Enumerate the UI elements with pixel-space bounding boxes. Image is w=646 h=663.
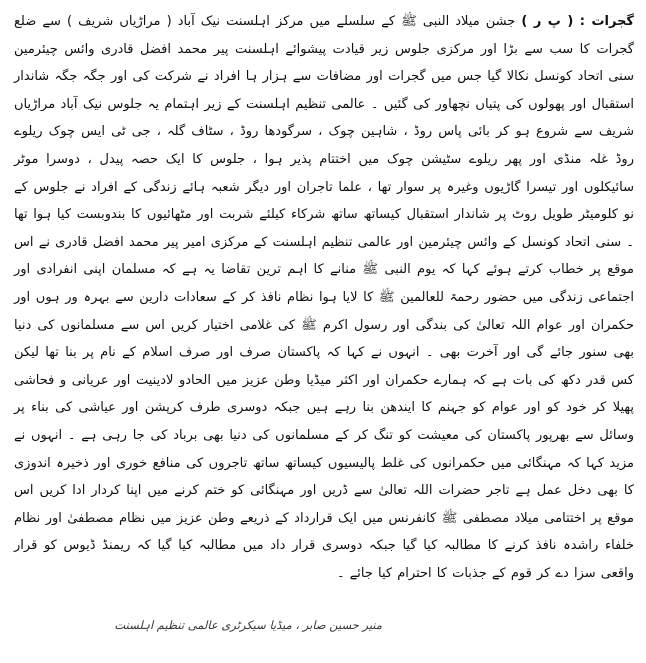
article-body [10, 8, 636, 587]
article-text: جشن میلاد النبی ﷺ کے سلسلے میں مرکز اہلسنت نیک آباد ( مراڑیاں شریف ) سے ضلع گجرات کا سب سے بڑا اور مرکزی جلوس زیر قیادت پیشوائے اہلسنت پیر محمد افضل قادری وائس چیئرمین سنی اتحاد کونسل نکالا گیا جس میں گجرات اور مضافات سے ہزار ہا افراد نے شرکت کی اور جگہ جگہ شاندار استقبال اور پھولوں کی پتیاں نچھاور کی گئیں ۔ عالمی تنظیم اہلسنت کے زیر اہتمام یہ جلوس نیک آباد مراڑیاں شریف سے شروع ہو کر بائی پاس روڈ ، شاہین چوک ، سرگودھا روڈ ، سٹاف گلہ ، جی ٹی ایس چوک ریلوے روڈ غلہ منڈی اور پھر ریلوے سٹیشن چوک میں اختتام پذیر ہوا ، جلوس کا ایک حصہ پیدل ، دوسرا موٹر سائیکلوں اور تیسرا گاڑیوں وغیرہ پر سوار تھا ، علما تاجران اور دیگر شعبہ ہائے زندگی کے افراد نے جلوس کے نو کلومیٹر طویل روٹ پر شاندار استقبال کیساتھ ساتھ شرکاء کیلئے شربت اور مٹھائیوں کا بندوبست کیا ہوا تھا ۔ سنی اتحاد کونسل کے وائس چیئرمین اور عالمی تنظیم اہلسنت کے مرکزی امیر پیر محمد افضل قادری نے اس موقع پر خطاب کرتے ہوئے کہا کہ یوم النبی ﷺ منانے کا اہم ترین تقاضا یہ ہے کہ مسلمان اپنی انفرادی اور اجتماعی زندگی میں حضور رحمۃ للعالمین ﷺ کا لایا ہوا نظام نافذ کر کے سعادات دارین سے بہرہ ور ہوں اور حکمران اور عوام اللہ تعالیٰ کی بندگی اور رسول اکرم ﷺ کی غلامی اختیار کریں اس سے مسلمانوں کی دنیا بھی سنور جائے گی اور آخرت بھی ۔ انہوں نے کہا کہ پاکستان صرف اور صرف اسلام کے نام پر بنا تھا لیکن کس قدر دکھ کی بات ہے کہ ہمارے حکمران اور اکثر میڈیا وطن عزیز میں الحادو لادینیت اور عریانی و فحاشی پھیلا کر خود کو اور عوام کو جہنم کا ایندھن بنا رہے ہیں جبکہ دوسری طرف کرپشن اور عیاشی کی بناء پر وسائل سے بھرپور پاکستان کی معیشت کو تنگ کر کے مسلمانوں کی دنیا بھی برباد کی جا رہی ہے ۔ انہوں نے مزید کہا کہ مہنگائی میں حکمرانوں کی غلط پالیسیوں کیساتھ ساتھ تاجروں کی منافع خوری اور ذخیرہ اندوزی کا بھی دخل عمل ہے تاجر حضرات اللہ تعالیٰ سے ڈریں اور مہنگائی کو ختم کرنے میں اپنا کردار ادا کریں اس موقع پر اختتامی میلاد مصطفی ﷺ کانفرنس میں ایک قرارداد کے ذریعے وطن عزیز میں نظام مصطفیٰ اور نظام خلفاء راشدہ نافذ کرنے کا مطالبہ کیا گیا جبکہ دوسری قرار داد میں مطالبہ کیا گیا کہ ریمنڈ ڈیوس کو قرار واقعی سزا دے کر قوم کے جذبات کا احترام کیا جائے ۔ [14, 14, 634, 581]
dateline: گجرات : ( پ ر ) [521, 14, 634, 29]
article-page [10, 8, 636, 653]
signature-line: منیر حسین صابر ، میڈیا سیکرٹری عالمی تنظیم اہلسنت [114, 618, 382, 632]
